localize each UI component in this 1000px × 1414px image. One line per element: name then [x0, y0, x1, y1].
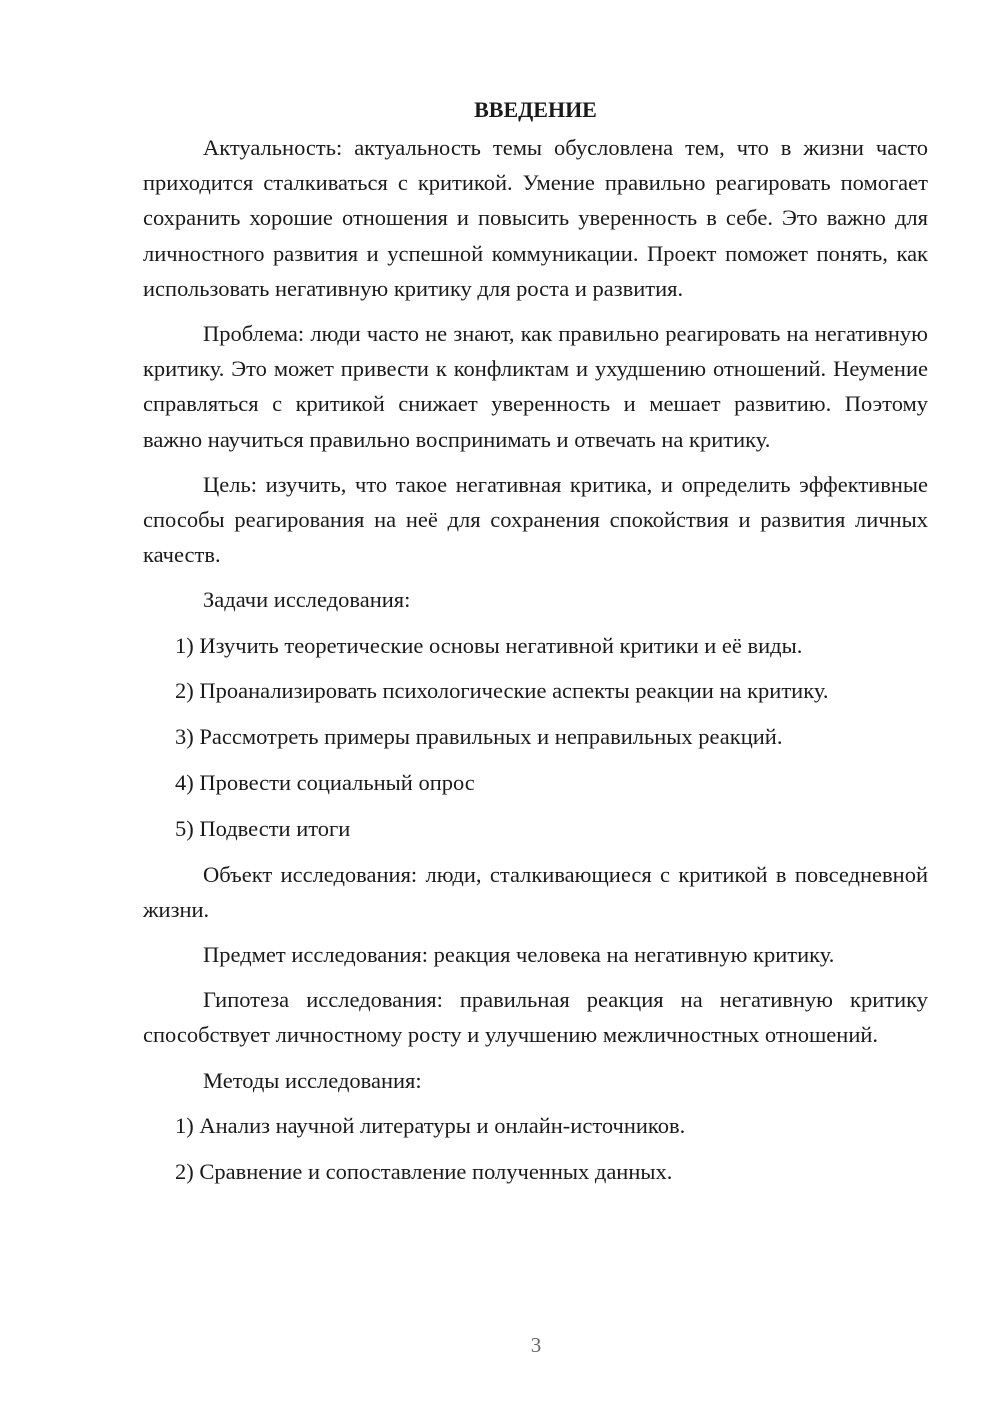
problem-paragraph: Проблема: люди часто не знают, как правильно реагировать на негативную критику. Это может привести к конфликтам и ухудшению отношений. Неумение справляться с критикой снижает уверенность и мешает развитию. Поэтому важно научиться правильно воспринимать и отвечать на критику. — [143, 321, 928, 452]
list-item: 1) Анализ научной литературы и онлайн-источников. — [175, 1112, 686, 1138]
goal-paragraph: Цель: изучить, что такое негативная критика, и определить эффективные способы реагирования на неё для сохранения спокойствия и развития личных качеств. — [143, 471, 928, 568]
tasks-list — [143, 628, 928, 846]
methods-heading: Методы исследования: — [203, 1067, 422, 1093]
list-item: 3) Рассмотреть примеры правильных и неправильных реакций. — [175, 724, 783, 750]
page-title: ВВЕДЕНИЕ — [474, 97, 597, 122]
document-page — [143, 90, 928, 1199]
hypothesis-paragraph: Гипотеза исследования: правильная реакция на негативную критику способствует личностному росту и улучшению межличностных отношений. — [143, 987, 928, 1048]
tasks-heading: Задачи исследования: — [203, 587, 411, 613]
list-item: 2) Проанализировать психологические аспекты реакции на критику. — [175, 678, 829, 704]
relevance-paragraph: Актуальность: актуальность темы обусловлена тем, что в жизни часто приходится сталкиваться с критикой. Умение правильно реагировать помогает сохранить хорошие отношения и повысить уверенность в себе. Это важно для личностного развития и успешной коммуникации. Проект поможет понять, как использовать негативную критику для роста и развития. — [143, 135, 928, 301]
subject-paragraph: Предмет исследования: реакция человека на негативную критику. — [203, 942, 835, 968]
methods-list — [143, 1108, 928, 1189]
list-item: 4) Провести социальный опрос — [175, 770, 475, 796]
object-paragraph: Объект исследования: люди, сталкивающиеся с критикой в повседневной жизни. — [143, 861, 928, 922]
list-item: 2) Сравнение и сопоставление полученных данных. — [175, 1158, 673, 1184]
page-number: 3 — [530, 1333, 542, 1357]
list-item: 1) Изучить теоретические основы негативной критики и её виды. — [175, 632, 803, 658]
list-item: 5) Подвести итоги — [175, 815, 351, 841]
